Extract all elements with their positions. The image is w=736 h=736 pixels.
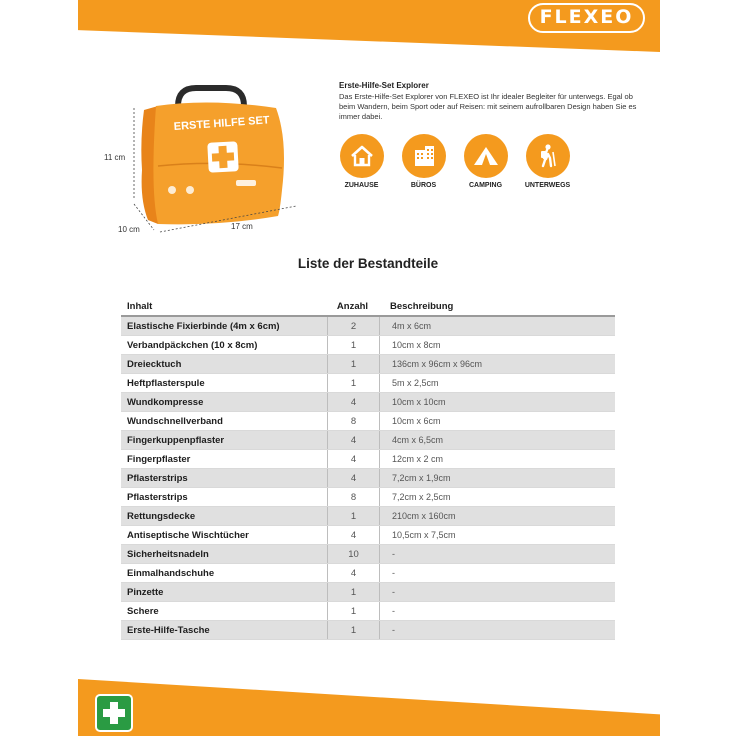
cell-count: 1 [327,336,379,354]
cell-item: Wundkompresse [127,396,204,408]
table-row [121,602,615,621]
cell-item: Antiseptische Wischtücher [127,529,249,541]
cell-description: 7,2cm x 2,5cm [379,488,615,506]
cell-count: 1 [327,602,379,620]
table-row [121,469,615,488]
cell-description: - [379,564,615,582]
table-row [121,545,615,564]
hiker-icon [534,142,562,170]
cell-item: Sicherheitsnadeln [127,548,209,560]
feature-travel [525,134,570,189]
cell-description: 10cm x 8cm [379,336,615,354]
cell-count: 1 [327,621,379,639]
house-icon [348,142,376,170]
feature-home-label: ZUHAUSE [344,182,379,189]
cell-count: 4 [327,526,379,544]
table-row [121,374,615,393]
feature-travel-label: UNTERWEGS [524,182,571,189]
cell-description: 5m x 2,5cm [379,374,615,392]
width-dimension: 17 cm [231,222,253,231]
cell-item: Wundschnellverband [127,415,223,427]
cell-count: 4 [327,564,379,582]
table-row [121,450,615,469]
cell-item: Pinzette [127,586,164,598]
cell-description: 136cm x 96cm x 96cm [379,355,615,373]
bag-label: ERSTE HILFE SET [173,114,270,133]
cell-item: Rettungsdecke [127,510,196,522]
height-dimension: 11 cm [104,153,126,162]
intro-title: Erste-Hilfe-Set Explorer [339,81,429,90]
flexeo-logo: FLEXEO [528,3,645,33]
cell-item: Pflasterstrips [127,491,188,503]
tent-icon [471,142,501,170]
feature-home [339,134,384,189]
cell-description: 12cm x 2 cm [379,450,615,468]
first-aid-bag-image [100,80,320,240]
cell-description: 10,5cm x 7,5cm [379,526,615,544]
cell-item: Einmalhandschuhe [127,567,215,579]
cell-count: 1 [327,355,379,373]
cell-description: 7,2cm x 1,9cm [379,469,615,487]
table-header [121,297,615,317]
table-row [121,507,615,526]
feature-office [401,134,446,189]
header-item: Inhalt [127,300,153,312]
cell-description: 4m x 6cm [379,317,615,335]
cell-count: 8 [327,412,379,430]
cell-count: 1 [327,507,379,525]
cell-count: 4 [327,450,379,468]
table-row [121,317,615,336]
cell-count: 1 [327,583,379,601]
feature-camping [463,134,508,189]
cell-count: 8 [327,488,379,506]
table-row [121,336,615,355]
table-row [121,564,615,583]
cell-description: 210cm x 160cm [379,507,615,525]
table-row [121,393,615,412]
cell-item: Dreiecktuch [127,358,182,370]
table-row [121,412,615,431]
cell-description: 10cm x 6cm [379,412,615,430]
cell-item: Verbandpäckchen (10 x 8cm) [127,339,258,351]
feature-icons [339,134,579,189]
cell-description: - [379,621,615,639]
table-row [121,526,615,545]
depth-dimension: 10 cm [118,225,140,234]
cell-count: 4 [327,393,379,411]
table-row [121,621,615,640]
cell-count: 1 [327,374,379,392]
table-row [121,431,615,450]
office-building-icon [410,142,438,170]
table-row [121,355,615,374]
feature-camping-label: CAMPING [468,182,503,189]
cell-item: Elastische Fixierbinde (4m x 6cm) [127,320,280,332]
bottom-orange-band [78,679,660,736]
cell-item: Fingerkuppenpflaster [127,434,225,446]
cell-count: 4 [327,431,379,449]
cell-description: 10cm x 10cm [379,393,615,411]
cell-count: 2 [327,317,379,335]
cell-item: Heftpflasterspule [127,377,205,389]
cell-item: Erste-Hilfe-Tasche [127,624,210,636]
table-row [121,583,615,602]
first-aid-cross-icon [95,694,133,732]
header-count: Anzahl [336,300,369,312]
intro-text: Das Erste-Hilfe-Set Explorer von FLEXEO ist Ihr idealer Begleiter für unterwegs. Egal ob beim Wandern, beim Sport oder auf Reisen: mit seinem aufrollbaren Design haben Sie es immer dabei. [339,92,637,121]
cell-item: Schere [127,605,159,617]
cell-description: - [379,602,615,620]
cell-count: 4 [327,469,379,487]
cell-item: Fingerpflaster [127,453,191,465]
cell-count: 10 [327,545,379,563]
table-row [121,488,615,507]
feature-office-label: BÜROS [410,182,437,189]
cell-description: - [379,545,615,563]
cell-item: Pflasterstrips [127,472,188,484]
cell-description: 4cm x 6,5cm [379,431,615,449]
components-table [121,297,615,640]
cell-description: - [379,583,615,601]
header-description: Beschreibung [390,300,454,312]
list-title: Liste der Bestandteile [297,256,439,271]
